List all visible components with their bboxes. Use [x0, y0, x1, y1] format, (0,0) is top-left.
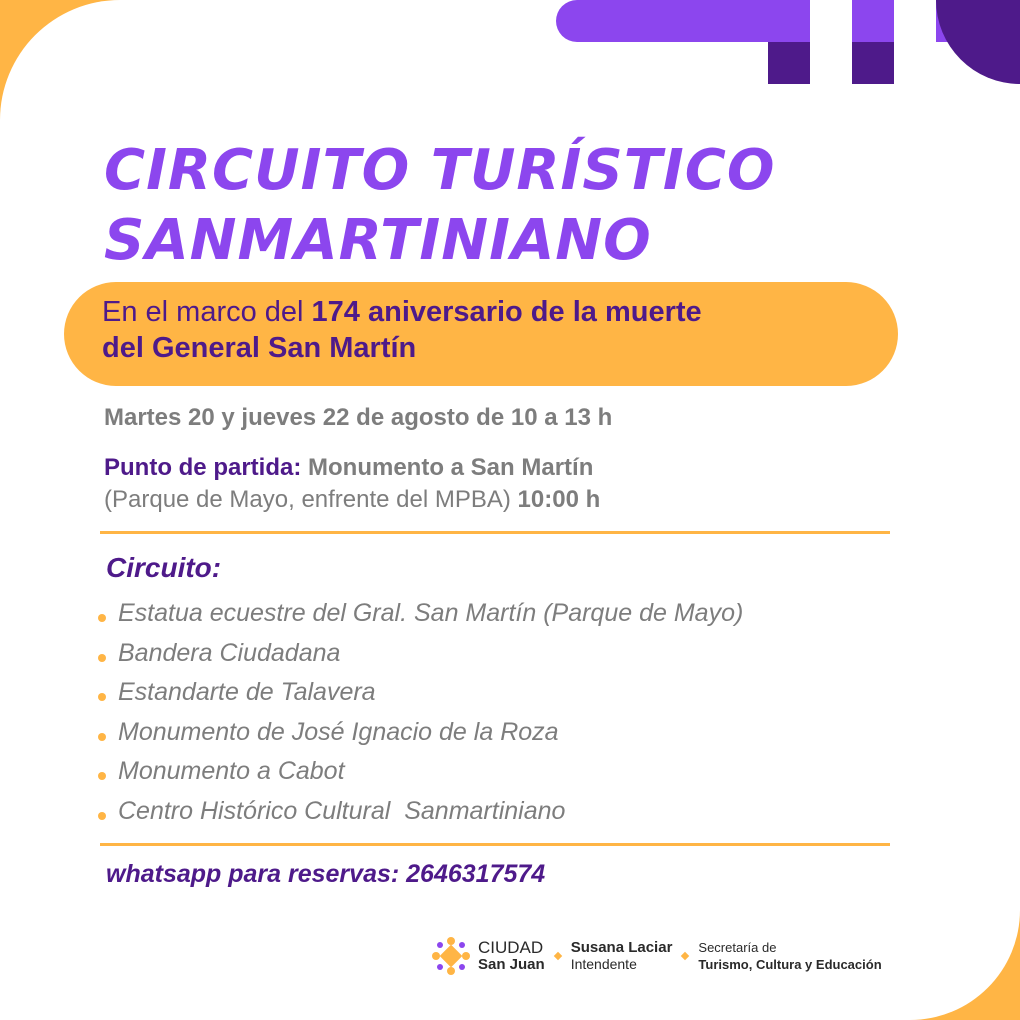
list-item: [98, 752, 743, 792]
bullet-icon: [98, 733, 106, 741]
circuit-heading: Circuito:: [106, 552, 222, 583]
divider: [100, 843, 890, 846]
separator-diamond-icon: [681, 952, 689, 960]
list-item: [98, 594, 743, 634]
bullet-icon: [98, 812, 106, 820]
list-item-label: Centro Histórico Cultural Sanmartiniano: [118, 796, 566, 825]
list-item-label: Bandera Ciudadana: [118, 638, 341, 667]
bullet-icon: [98, 654, 106, 662]
starting-point-detail: (Parque de Mayo, enfrente del MPBA): [104, 486, 518, 513]
mayor-name: Susana Laciar: [570, 939, 673, 956]
ciudad-san-juan-wordmark: [478, 939, 545, 973]
list-item-label: Monumento a Cabot: [118, 757, 345, 786]
anniversary-banner: [64, 282, 898, 386]
san-juan-text: San Juan: [478, 956, 545, 973]
secretariat-credit: [698, 939, 881, 973]
starting-point: [104, 452, 600, 516]
list-item: [98, 634, 743, 674]
starting-point-label: Punto de partida:: [104, 454, 302, 481]
page-title: [104, 136, 775, 276]
bullet-icon: [98, 772, 106, 780]
list-item-label: Estatua ecuestre del Gral. San Martín (Parque de Mayo): [118, 599, 744, 627]
list-item-label: Estandarte de Talavera: [118, 678, 376, 707]
whatsapp-reservations: whatsapp para reservas: 2646317574: [106, 860, 546, 888]
mayor-credit: [571, 939, 673, 973]
footer-logos: [432, 934, 882, 978]
decor-square: [810, 0, 852, 42]
list-item-label: Monumento de José Ignacio de la Roza: [118, 717, 559, 746]
starting-point-place: Monumento a San Martín: [301, 454, 594, 481]
decor-square: [894, 0, 936, 42]
ciudad-san-juan-logo-icon: [432, 937, 470, 975]
list-item: [98, 673, 743, 713]
decor-square: [852, 42, 894, 84]
title-line-1: CIRCUITO TURÍSTICO: [104, 138, 776, 203]
event-dates: Martes 20 y jueves 22 de agosto de 10 a 13 h: [104, 404, 613, 431]
decor-square: [768, 42, 810, 84]
bullet-icon: [98, 693, 106, 701]
bullet-icon: [98, 614, 106, 622]
secretariat-line-1: Secretaría de: [698, 940, 777, 955]
divider: [100, 531, 890, 534]
secretariat-line-2: Turismo, Cultura y Educación: [698, 957, 882, 972]
mayor-role: Intendente: [570, 956, 637, 972]
banner-highlight-2: del General San Martín: [102, 332, 417, 364]
ciudad-text: CIUDAD: [478, 938, 544, 957]
list-item: [98, 792, 743, 832]
circuit-list: [98, 594, 743, 832]
banner-prefix: En el marco del: [102, 296, 312, 328]
list-item: [98, 713, 743, 753]
separator-diamond-icon: [553, 952, 561, 960]
starting-time: 10:00 h: [517, 486, 601, 513]
banner-highlight: 174 aniversario de la muerte: [311, 296, 702, 328]
title-line-2: SANMARTINIANO: [104, 208, 652, 273]
